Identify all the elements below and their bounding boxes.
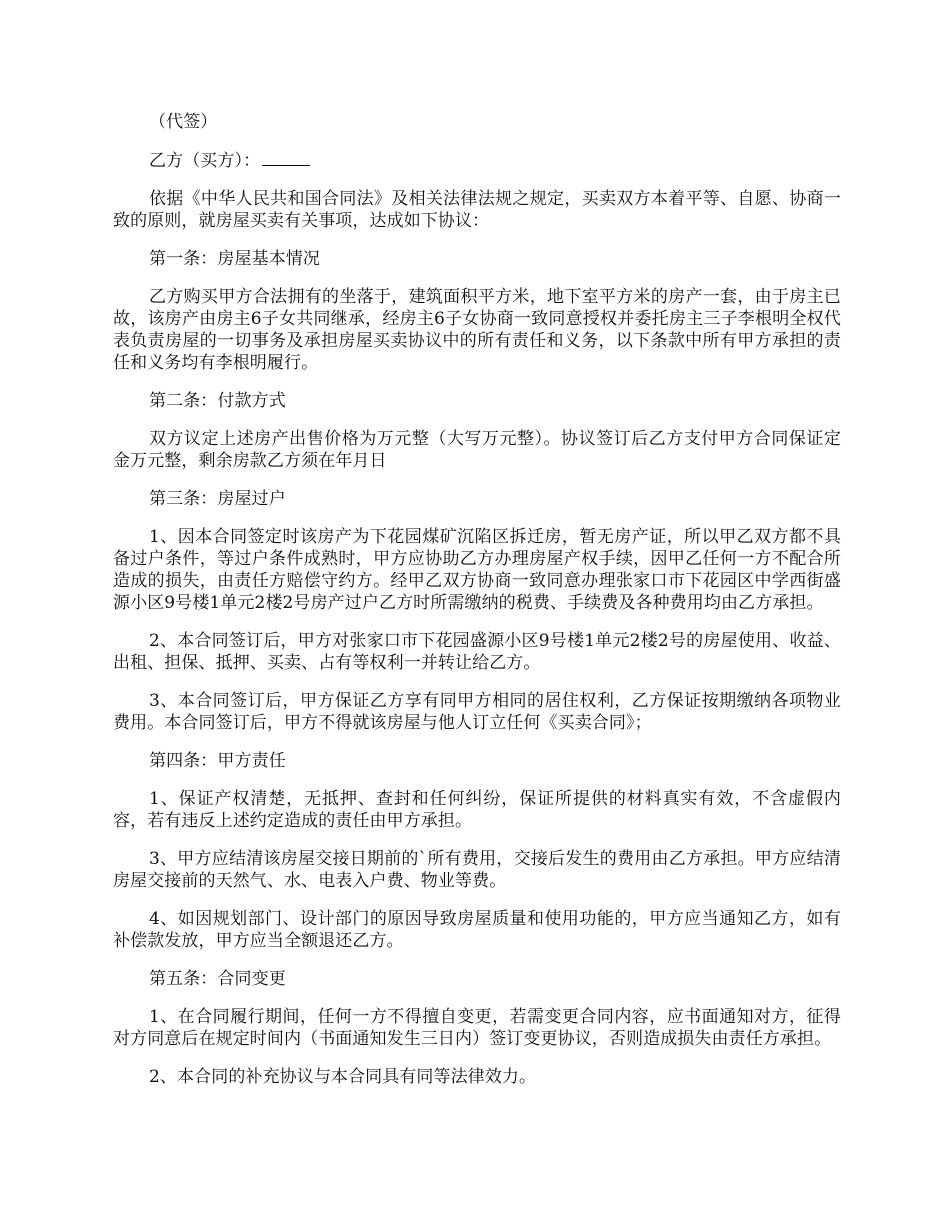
preamble: 依据《中华人民共和国合同法》及相关法律法规之规定，买卖双方本着平等、自愿、协商一致的原则，就房屋买卖有关事项，达成如下协议：: [113, 189, 841, 231]
article-3-clause-1: 1、因本合同签定时该房产为下花园煤矿沉陷区拆迁房，暂无房产证，所以甲乙双方都不具备过户条件，等过户条件成熟时，甲方应协助乙方办理房屋产权手续，因甲乙任何一方不配合所造成的损失，由责任方赔偿守约方。经甲乙双方协商一致同意办理张家口市下花园区中学西街盛源小区9号楼1单元2楼2号房产过户乙方时所需缴纳的税费、手续费及各种费用均由乙方承担。: [113, 527, 841, 613]
article-1-body: 乙方购买甲方合法拥有的坐落于，建筑面积平方米，地下室平方米的房产一套，由于房主已故，该房产由房主6子女共同继承，经房主6子女协商一致同意授权并委托房主三子李根明全权代表负责房屋的一切事务及承担房屋买卖协议中的所有责任和义务，以下条款中所有甲方承担的责任和义务均有李根明履行。: [113, 287, 841, 373]
article-5-heading: 第五条：合同变更: [149, 969, 286, 989]
article-4-clause-3: 3、甲方应结清该房屋交接日期前的`所有费用，交接后发生的费用由乙方承担。甲方应结清房屋交接前的天然气、水、电表入户费、物业等费。: [113, 849, 841, 891]
article-3-clause-3: 3、本合同签订后，甲方保证乙方享有同甲方相同的居住权利，乙方保证按期缴纳各项物业费用。本合同签订后，甲方不得就该房屋与他人订立任何《买卖合同》；: [113, 691, 841, 733]
article-3-clause-2: 2、本合同签订后，甲方对张家口市下花园盛源小区9号楼1单元2楼2号的房屋使用、收益、出租、担保、抵押、买卖、占有等权利一并转让给乙方。: [113, 631, 841, 673]
document-page: [113, 111, 841, 1104]
article-3-heading: 第三条：房屋过户: [149, 489, 286, 509]
article-4-heading: 第四条：甲方责任: [149, 751, 286, 771]
article-5-clause-1: 1、在合同履行期间，任何一方不得擅自变更，若需变更合同内容，应书面通知对方，征得对方同意后在规定时间内（书面通知发生三日内）签订变更协议，否则造成损失由责任方承担。: [113, 1007, 841, 1049]
article-4-clause-4: 4、如因规划部门、设计部门的原因导致房屋质量和使用功能的，甲方应当通知乙方，如有补偿款发放，甲方应当全额退还乙方。: [113, 909, 841, 951]
proxy-sign-note: （代签）: [149, 112, 218, 132]
buyer-blank: [262, 149, 310, 166]
article-2-body: 双方议定上述房产出售价格为万元整（大写万元整）。协议签订后乙方支付甲方合同保证定金万元整，剩余房款乙方须在年月日: [113, 429, 841, 471]
buyer-label: 乙方（买方）：: [149, 151, 261, 171]
article-5-clause-2: 2、本合同的补充协议与本合同具有同等法律效力。: [149, 1067, 537, 1087]
buyer-line: [113, 149, 841, 172]
article-1-heading: 第一条：房屋基本情况: [149, 249, 320, 269]
article-4-clause-1: 1、保证产权清楚，无抵押、查封和任何纠纷，保证所提供的材料真实有效，不含虚假内容，若有违反上述约定造成的责任由甲方承担。: [113, 789, 841, 831]
article-2-heading: 第二条：付款方式: [149, 391, 286, 411]
